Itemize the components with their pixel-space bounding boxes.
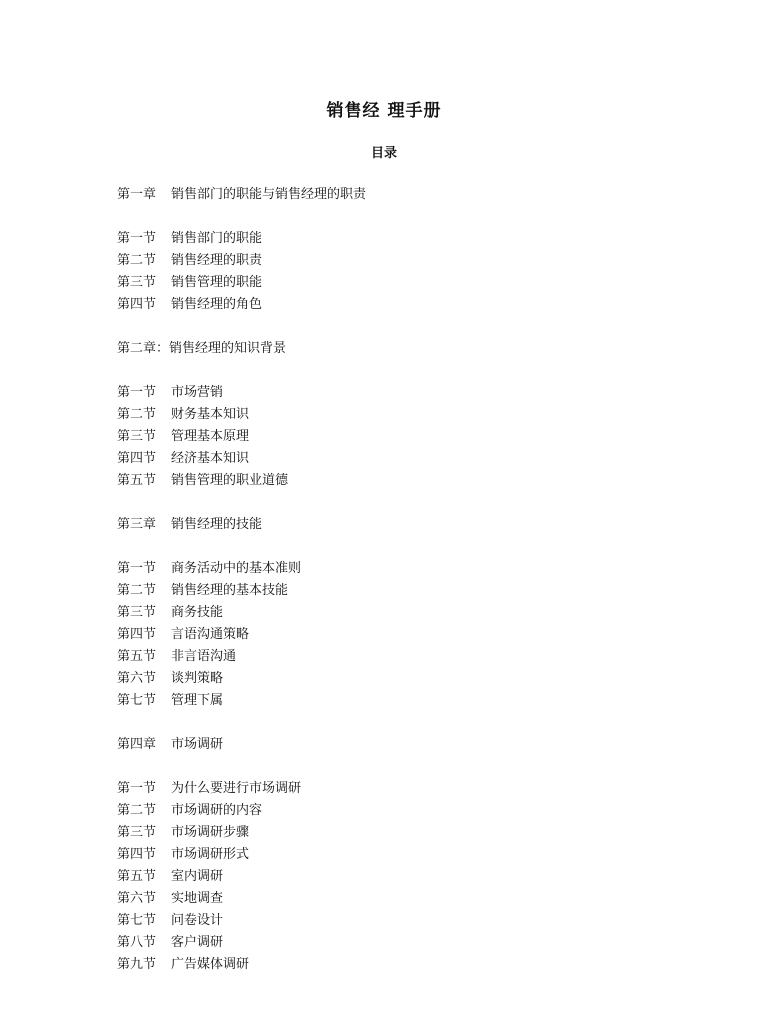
section-number: 第四节: [117, 627, 157, 642]
section-title: 为什么要进行市场调研: [171, 781, 302, 796]
section-title: 销售经理的角色: [171, 297, 263, 312]
section-item[interactable]: [117, 448, 677, 470]
section-number: 第二节: [117, 253, 157, 268]
section-title: 市场营销: [171, 385, 224, 400]
section-number: 第四节: [117, 847, 157, 862]
section-item[interactable]: [117, 580, 677, 602]
chapter-heading[interactable]: [117, 734, 677, 756]
section-title: 经济基本知识: [171, 451, 250, 466]
section-title: 广告媒体调研: [171, 957, 250, 972]
section-number: 第一节: [117, 781, 157, 796]
section-title: 市场调研的内容: [171, 803, 263, 818]
section-number: 第一节: [117, 385, 157, 400]
section-title: 客户调研: [171, 935, 224, 950]
chapter-spacer: [117, 712, 677, 734]
section-item[interactable]: [117, 602, 677, 624]
section-number: 第二节: [117, 803, 157, 818]
section-title: 管理基本原理: [171, 429, 250, 444]
section-title: 市场调研步骤: [171, 825, 250, 840]
chapter-title: 市场调研: [171, 737, 224, 752]
section-number: 第七节: [117, 693, 157, 708]
section-number: 第七节: [117, 913, 157, 928]
chapter-title: 销售部门的职能与销售经理的职责: [171, 187, 367, 202]
section-title: 管理下属: [171, 693, 224, 708]
section-item[interactable]: [117, 888, 677, 910]
section-title: 市场调研形式: [171, 847, 250, 862]
section-title: 财务基本知识: [171, 407, 250, 422]
document-title: 销售经 理手册: [326, 101, 442, 121]
section-title: 销售部门的职能: [171, 231, 263, 246]
chapter-spacer: [117, 492, 677, 514]
section-number: 第五节: [117, 649, 157, 664]
section-number: 第三节: [117, 275, 157, 290]
section-title: 谈判策略: [171, 671, 224, 686]
section-list: [117, 558, 677, 712]
section-item[interactable]: [117, 426, 677, 448]
section-item[interactable]: [117, 404, 677, 426]
section-number: 第九节: [117, 957, 157, 972]
section-number: 第五节: [117, 869, 157, 884]
section-item[interactable]: [117, 932, 677, 954]
section-item[interactable]: [117, 866, 677, 888]
chapter-heading[interactable]: [117, 184, 677, 206]
section-item[interactable]: [117, 822, 677, 844]
section-title: 销售管理的职业道德: [171, 473, 289, 488]
section-item[interactable]: [117, 690, 677, 712]
section-number: 第六节: [117, 891, 157, 906]
section-number: 第三节: [117, 429, 157, 444]
section-title: 销售经理的基本技能: [171, 583, 289, 598]
section-number: 第二节: [117, 583, 157, 598]
section-item[interactable]: [117, 668, 677, 690]
section-title: 问卷设计: [171, 913, 224, 928]
section-list: [117, 382, 677, 492]
section-number: 第三节: [117, 605, 157, 620]
section-number: 第五节: [117, 473, 157, 488]
section-title: 非言语沟通: [171, 649, 237, 664]
section-number: 第四节: [117, 451, 157, 466]
chapter-number: 第三章: [117, 517, 157, 532]
chapter-1: [117, 184, 677, 316]
section-item[interactable]: [117, 646, 677, 668]
section-item[interactable]: [117, 910, 677, 932]
section-number: 第六节: [117, 671, 157, 686]
section-title: 销售管理的职能: [171, 275, 263, 290]
section-number: 第八节: [117, 935, 157, 950]
section-item[interactable]: [117, 272, 677, 294]
section-item[interactable]: [117, 250, 677, 272]
section-title: 商务活动中的基本准则: [171, 561, 302, 576]
section-item[interactable]: [117, 844, 677, 866]
section-list: [117, 778, 677, 976]
chapter-spacer: [117, 316, 677, 338]
section-item[interactable]: [117, 558, 677, 580]
chapter-full-title: 第二章：销售经理的知识背景: [117, 341, 287, 356]
section-item[interactable]: [117, 470, 677, 492]
section-title: 实地调查: [171, 891, 224, 906]
chapter-4: [117, 734, 677, 976]
chapter-3: [117, 514, 677, 712]
section-number: 第三节: [117, 825, 157, 840]
section-number: 第一节: [117, 561, 157, 576]
section-item[interactable]: [117, 228, 677, 250]
chapter-title: 销售经理的技能: [171, 517, 263, 532]
section-item[interactable]: [117, 382, 677, 404]
section-number: 第四节: [117, 297, 157, 312]
chapter-heading[interactable]: [117, 338, 677, 360]
section-title: 商务技能: [171, 605, 224, 620]
section-item[interactable]: [117, 800, 677, 822]
section-item[interactable]: [117, 954, 677, 976]
section-item[interactable]: [117, 624, 677, 646]
chapter-number: 第四章: [117, 737, 157, 752]
chapter-heading[interactable]: [117, 514, 677, 536]
section-number: 第一节: [117, 231, 157, 246]
section-item[interactable]: [117, 294, 677, 316]
section-title: 室内调研: [171, 869, 224, 884]
section-list: [117, 228, 677, 316]
chapter-2: [117, 338, 677, 492]
section-number: 第二节: [117, 407, 157, 422]
section-title: 销售经理的职责: [171, 253, 263, 268]
section-item[interactable]: [117, 778, 677, 800]
table-of-contents: [117, 184, 677, 976]
toc-heading: 目录: [370, 146, 397, 161]
section-title: 言语沟通策略: [171, 627, 250, 642]
chapter-number: 第一章: [117, 187, 157, 202]
